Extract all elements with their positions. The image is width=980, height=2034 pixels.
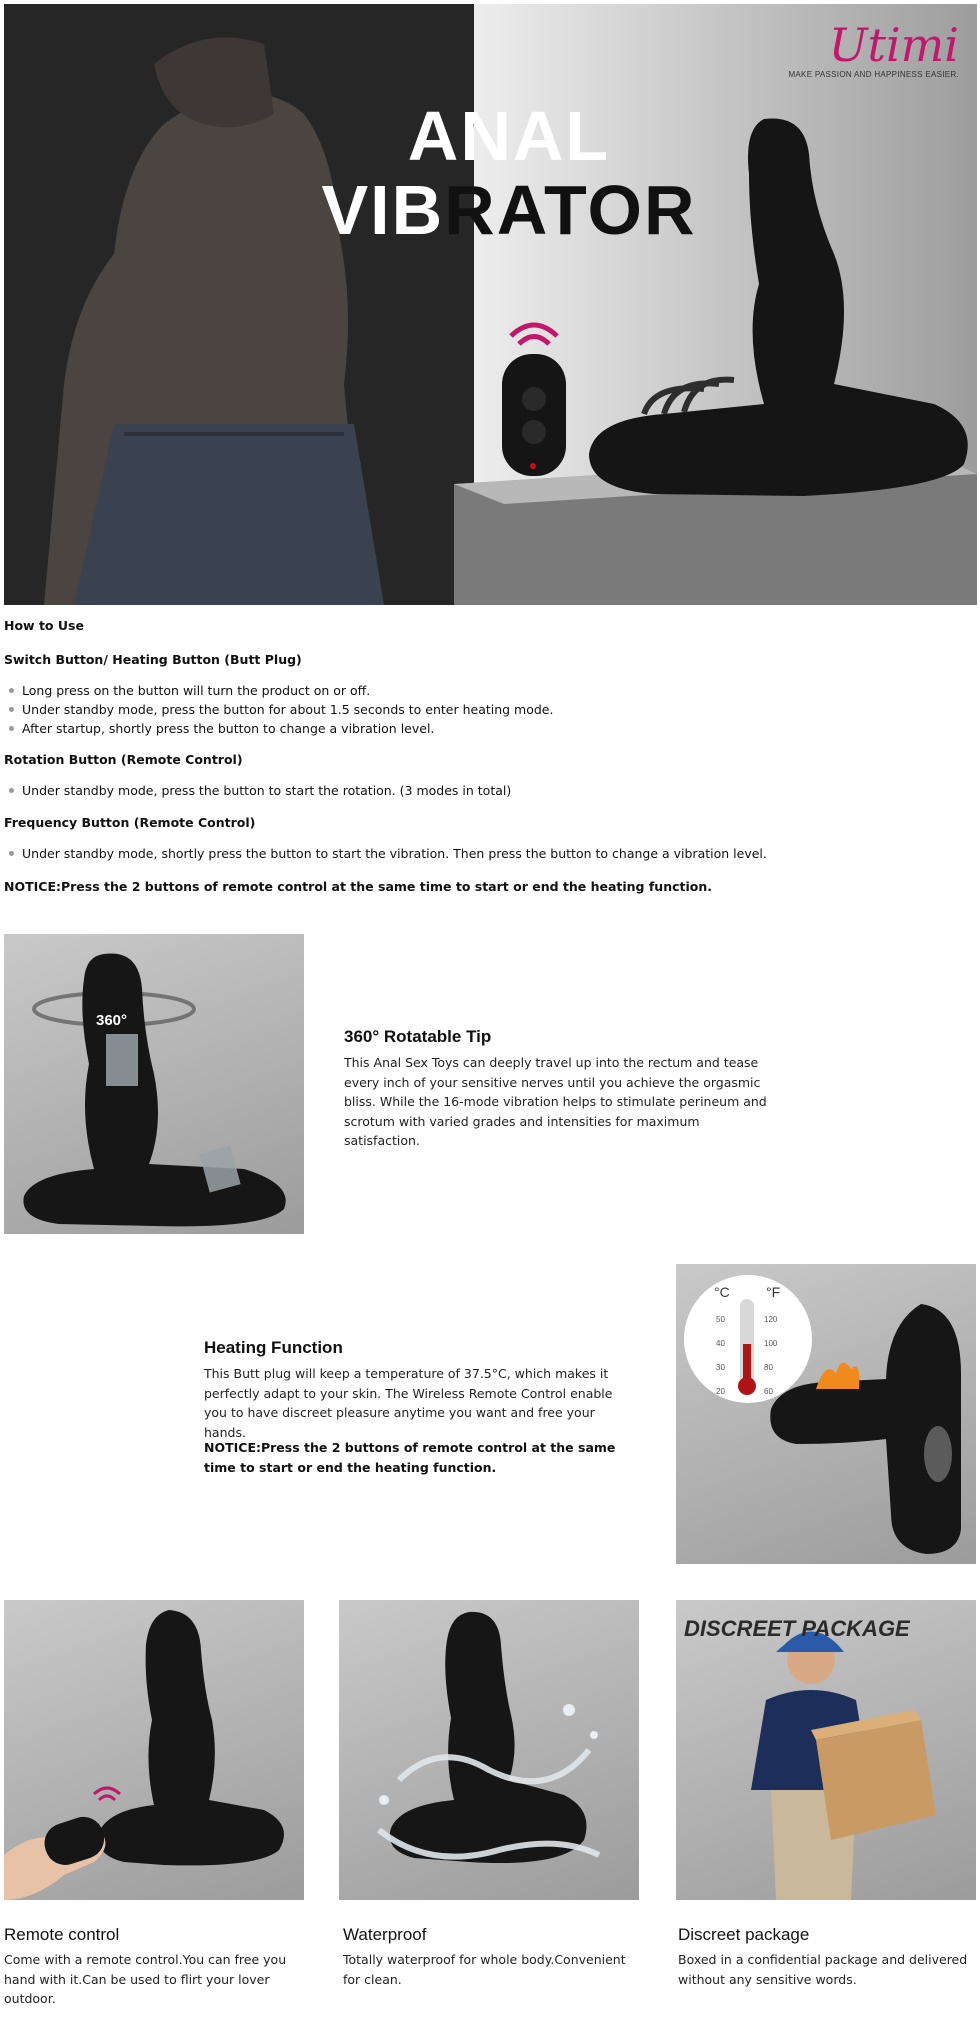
heating-notice: NOTICE:Press the 2 buttons of remote control at the same time to start or end the heating function. <box>4 879 713 894</box>
list-item: Under standby mode, shortly press the button to start the vibration. Then press the button to change a vibration level. <box>4 844 964 863</box>
list-item: Under standby mode, press the button for about 1.5 seconds to enter heating mode. <box>4 700 964 719</box>
hero-title-line2-dark: RATOR <box>444 171 697 249</box>
brand-tagline: MAKE PASSION AND HAPPINESS EASIER. <box>788 70 959 79</box>
heating-body: This Butt plug will keep a temperature of 37.5°C, which makes it perfectly adapt to your skin. The Wireless Remote Control enable you to have discreet pleasure anytime you want and free your hands. <box>204 1366 613 1440</box>
thermo-tick: 60 <box>764 1387 773 1396</box>
thermo-tick: 40 <box>716 1339 725 1348</box>
hero-title-line1: ANAL <box>407 97 611 175</box>
brand-block <box>788 20 959 79</box>
list-item: After startup, shortly press the button to change a vibration level. <box>4 719 964 738</box>
rotation-badge: 360° <box>96 1012 128 1029</box>
remote-control-illustration <box>4 1600 304 1900</box>
thermo-f-label: °F <box>766 1284 781 1300</box>
remote-control-title: Remote control <box>4 1925 120 1944</box>
discreet-package-body: Boxed in a confidential package and delivered without any sensitive words. <box>678 1952 968 1987</box>
thermo-tick: 20 <box>716 1387 725 1396</box>
frequency-button-heading: Frequency Button (Remote Control) <box>4 815 256 830</box>
thermo-tick: 120 <box>764 1315 778 1324</box>
heating-feature-notice: NOTICE:Press the 2 buttons of remote control at the same time to start or end the heating function. <box>204 1440 616 1475</box>
hero-banner <box>4 4 977 605</box>
thermo-f-ticks <box>764 1308 777 1404</box>
hero-title-line2 <box>294 173 724 247</box>
list-item: Long press on the button will turn the product on or off. <box>4 681 964 700</box>
thermo-tick: 30 <box>716 1363 725 1372</box>
how-to-use-heading: How to Use <box>4 618 84 633</box>
hero-title <box>294 99 724 247</box>
switch-button-list <box>4 681 964 738</box>
rotation-button-heading: Rotation Button (Remote Control) <box>4 752 243 767</box>
remote-control-body: Come with a remote control.You can free you hand with it.Can be used to flirt your lover outdoor. <box>4 1952 287 2006</box>
brand-logo: Utimi <box>828 18 959 72</box>
thermo-c-label: °C <box>714 1284 730 1300</box>
waterproof-body: Totally waterproof for whole body.Convenient for clean. <box>343 1952 626 1987</box>
thermo-c-ticks <box>716 1308 725 1404</box>
rotatable-tip-image <box>4 934 304 1234</box>
waterproof-title: Waterproof <box>343 1925 427 1944</box>
discreet-package-overlay: DISCREET PACKAGE <box>684 1616 910 1641</box>
discreet-package-title: Discreet package <box>678 1925 810 1944</box>
list-item: Under standby mode, press the button to start the rotation. (3 modes in total) <box>4 781 964 800</box>
hero-scene-illustration <box>4 4 977 605</box>
discreet-package-illustration <box>676 1600 976 1900</box>
rotatable-tip-illustration <box>4 934 304 1234</box>
switch-button-heading: Switch Button/ Heating Button (Butt Plug) <box>4 652 302 667</box>
waterproof-illustration <box>339 1600 639 1900</box>
heating-title: Heating Function <box>204 1338 343 1357</box>
thermo-tick: 100 <box>764 1339 778 1348</box>
how-to-use-section <box>4 618 964 894</box>
rotation-button-list <box>4 781 964 800</box>
heating-image <box>676 1264 976 1564</box>
discreet-package-image <box>676 1600 976 1900</box>
hero-title-line2-light: VIB <box>321 171 445 249</box>
rotatable-title: 360° Rotatable Tip <box>344 1027 492 1046</box>
thermo-tick: 50 <box>716 1315 725 1324</box>
waterproof-image <box>339 1600 639 1900</box>
remote-control-image <box>4 1600 304 1900</box>
rotatable-body: This Anal Sex Toys can deeply travel up into the rectum and tease every inch of your sensitive nerves until you achieve the orgasmic bliss. While the 16-mode vibration helps to stimulate perineum and scrotum with varied grades and intensities for maximum satisfaction. <box>344 1055 767 1148</box>
thermo-tick: 80 <box>764 1363 773 1372</box>
frequency-button-list <box>4 844 964 863</box>
